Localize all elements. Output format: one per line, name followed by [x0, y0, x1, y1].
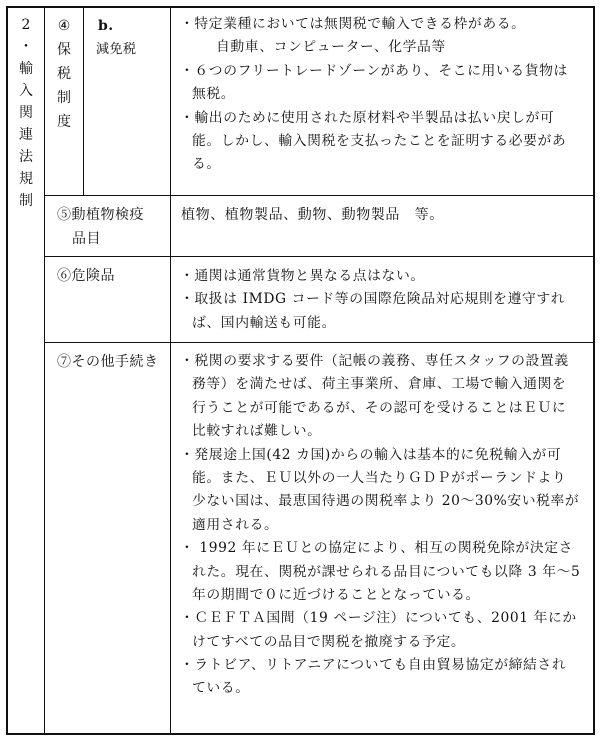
row7-content: ・税関の要求する要件（記帳の義務、専任スタッフの設置義 務等）を満たせば、荷主事業所、倉庫、工場で輸入通関を 行うことが可能であるが、その認可を受けることはＥＵに 比較すれば難しい。 ・発展途上国(42 カ国)からの輸入は基本的に免税輸入が可 能。また、ＥＵ以外の一人当たりＧＤＰがポーランドより 少ない国は、最恵国待遇の関税率より 20～30%安い税率が 適用される。 ・ 1992 年にＥＵとの協定により、相互の関税免除が決定さ れた。現在、関税が課せられる品目についても以降 3 年～5 年の期間で０に近づけることとなっている。 ・ＣＥＦＴＡ国間（19 ページ注）についても、2001 年にか けてすべての品目で関税を撤廃する予定。 ・ラトビア、リトアニアについても自由貿易協定が締結され ている。 — [180, 353, 581, 697]
subsection-4-vertical — [47, 14, 81, 134]
row5-heading: ⑤動植物検疫 — [57, 207, 144, 223]
col-divider-3 — [170, 6, 171, 735]
border-top — [6, 6, 595, 8]
section-char-2: 入 — [19, 83, 33, 99]
subsection-4-char-4: 度 — [57, 114, 71, 130]
row7-heading: ⑦その他手続き — [57, 354, 159, 370]
section-number: 2 — [21, 17, 31, 33]
subsection-4-char-2: 税 — [57, 66, 71, 82]
row4-content: ・特定業種においては無関税で輸入できる枠がある。 自動車、コンピューター、化学品等 ・６つのフリートレードゾーンがあり、そこに用いる貨物は 無税。 ・輸出のために使用された原材料や半製品は払い戻しが可 能。しかし、輸入関税を支払ったことを証明する必要があ る。 — [180, 16, 568, 173]
row-divider-2 — [44, 256, 594, 257]
row5-content: 植物、植物製品、動物、動物製品 等。 — [181, 207, 444, 223]
col-divider-1 — [44, 6, 45, 735]
row6-content: ・通関は通常貨物と異なる点はない。 ・取扱は IMDG コード等の国際危険品対応規則を遵守すれ ば、国内輸送も可能。 — [180, 268, 566, 331]
row5-heading-cont: 品目 — [72, 231, 101, 247]
col-divider-2 — [83, 6, 84, 196]
subsection-4-number: ④ — [57, 18, 71, 34]
section-char-3: 関 — [19, 105, 33, 121]
section-char-1: 輸 — [19, 61, 33, 77]
subsection-4-char-1: 保 — [57, 42, 71, 58]
section-char-7: 制 — [19, 193, 33, 209]
section-heading-vertical — [10, 14, 42, 212]
item-b-title: 減免税 — [96, 42, 137, 57]
section-char-5: 法 — [19, 149, 33, 165]
border-left — [6, 6, 8, 735]
row6-heading: ⑥危険品 — [57, 268, 115, 284]
item-b-label: b. — [98, 18, 114, 34]
section-char-6: 規 — [19, 171, 33, 187]
row-divider-1 — [44, 195, 594, 196]
subsection-4-char-3: 制 — [57, 90, 71, 106]
border-bottom — [6, 733, 595, 735]
row-divider-3 — [44, 342, 594, 343]
border-right — [593, 6, 595, 735]
section-dot: ・ — [19, 39, 33, 55]
section-char-4: 連 — [19, 127, 33, 143]
